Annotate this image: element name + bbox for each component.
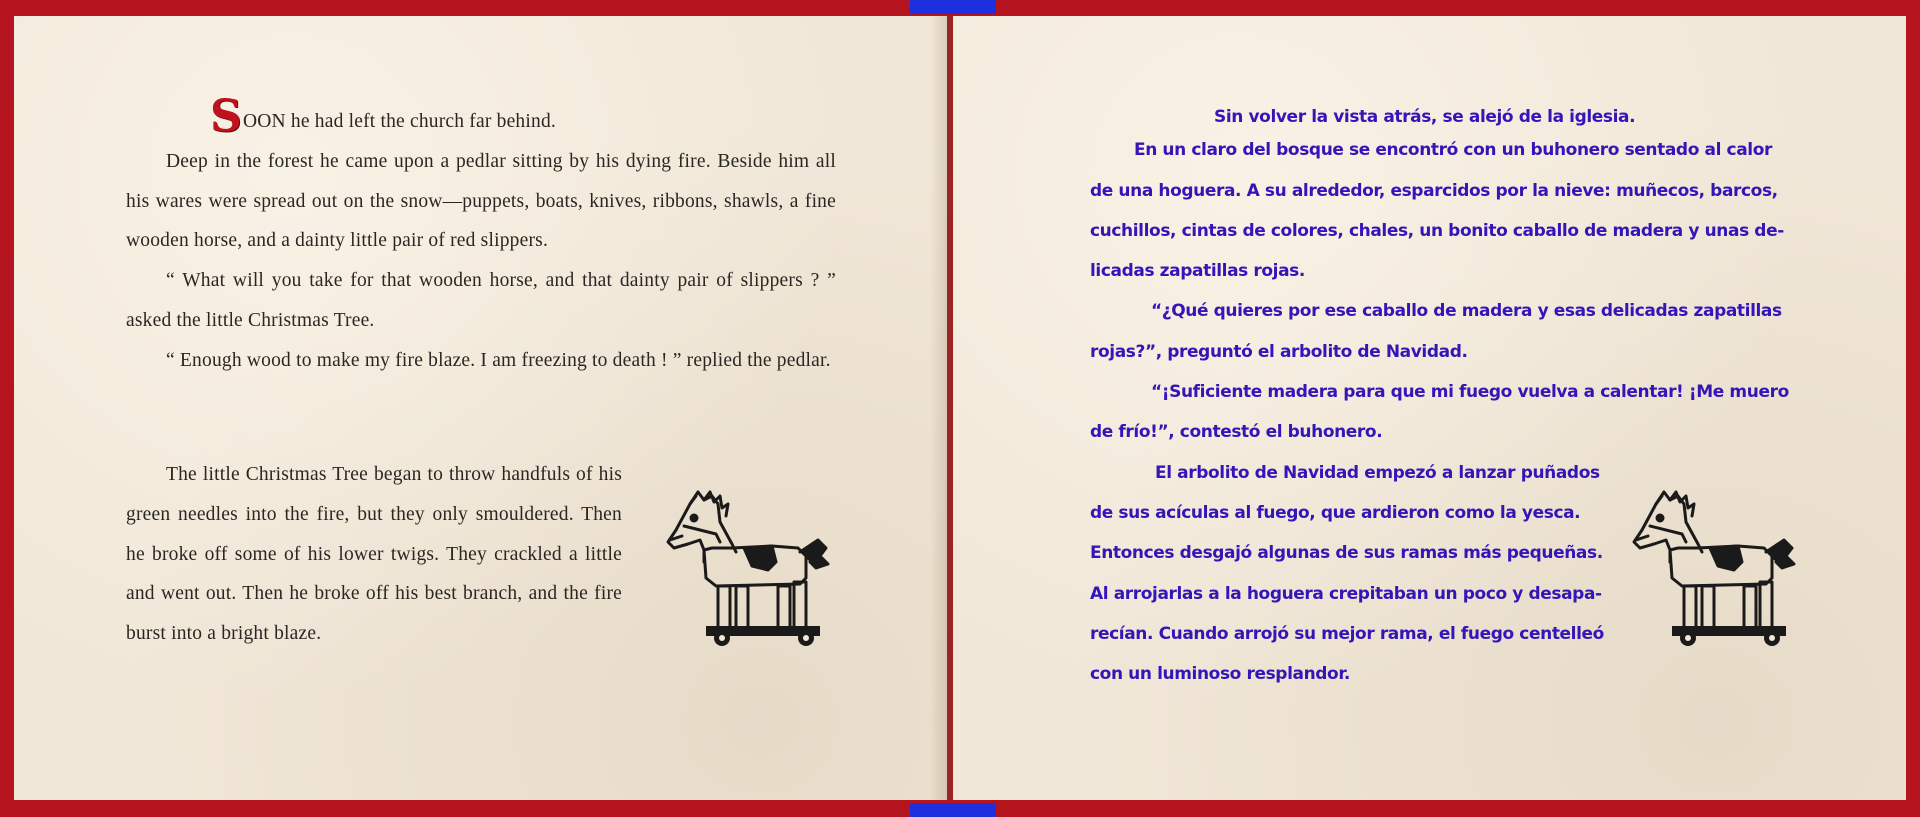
paragraph-fire: The little Christmas Tree began to throw handfuls of his green needles into the fire, but they only smouldered. Then he broke off some of his lower twigs. They crackled a little and went out. Then he broke off his best branch, and the fire burst into a bright blaze. [126,464,622,645]
spanish-line: Al arrojarlas a la hoguera crepitaban un poco y desapa- [1090,583,1602,604]
wooden-horse-icon [1626,482,1798,646]
spanish-line: En un claro del bosque se encontró con un buhonero sentado al calor [1134,140,1772,161]
spanish-line: cuchillos, cintas de colores, chales, un bonito caballo de madera y unas de- [1090,220,1784,241]
bookmark-ribbon-top [910,0,996,14]
paragraph-question: “ What will you take for that wooden horse, and that dainty pair of slippers ? ” asked the little Christmas Tree. [126,270,836,331]
bookmark-ribbon-bottom [910,803,996,817]
spanish-line: Entonces desgajó algunas de sus ramas más pequeñas. [1090,543,1603,564]
paragraph-pedlar: Deep in the forest he came upon a pedlar sitting by his dying fire. Beside him all his wares were spread out on the snow—puppets, boats, knives, ribbons, shawls, a fine wooden horse, and a dainty little pair of red slippers. [126,150,836,252]
spanish-line: licadas zapatillas rojas. [1090,261,1305,282]
spanish-line: con un luminoso resplandor. [1090,664,1350,685]
opening-text: OON he had left the church far behind. [242,111,556,132]
spanish-line: El arbolito de Navidad empezó a lanzar puñados [1155,462,1600,483]
opening-line [126,91,836,142]
spanish-line: de frío!”, contestó el buhonero. [1090,422,1383,443]
paragraph-reply: “ Enough wood to make my fire blaze. I am freezing to death ! ” replied the pedlar. [166,349,831,371]
drop-cap: S [210,91,242,142]
spanish-line: “¿Qué quieres por ese caballo de madera y esas delicadas zapatillas [1151,301,1782,322]
wooden-horse-icon [660,482,832,646]
english-text-top [126,91,836,381]
spanish-line: rojas?”, preguntó el arbolito de Navidad. [1090,341,1468,362]
spanish-line: “¡Suficiente madera para que mi fuego vuelva a calentar! ¡Me muero [1151,382,1789,403]
spanish-line: de sus acículas al fuego, que ardieron como la yesca. [1090,502,1581,523]
spanish-line: de una hoguera. A su alrededor, esparcidos por la nieve: muñecos, barcos, [1090,180,1778,201]
spanish-line: Sin volver la vista atrás, se alejó de la iglesia. [1214,107,1636,127]
english-text-bottom [126,455,622,654]
spanish-line: recían. Cuando arrojó su mejor rama, el fuego centelleó [1090,623,1604,644]
